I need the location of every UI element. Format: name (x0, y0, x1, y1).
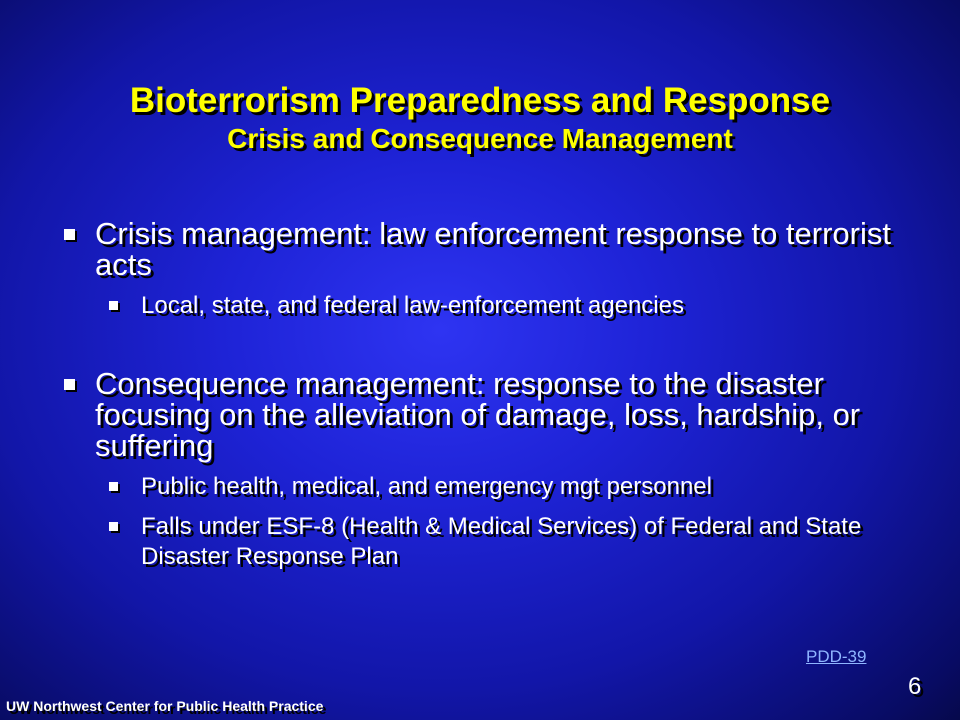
bullet-text: Crisis management: law enforcement response to terrorist acts (95, 216, 891, 282)
sub-bullet-list (95, 472, 900, 572)
bullet-item-consequence (60, 368, 900, 572)
sub-bullet-item (95, 512, 900, 572)
sub-bullet-item (95, 291, 900, 321)
sub-bullet-square-icon (109, 301, 118, 310)
sub-bullet-square-icon (109, 482, 118, 491)
sub-bullet-text: Falls under ESF-8 (Health & Medical Services) of Federal and State Disaster Response Plan (141, 513, 862, 570)
sub-bullet-item (95, 472, 900, 502)
bullet-square-icon (64, 229, 75, 240)
bullet-text: Consequence management: response to the disaster focusing on the alleviation of damage, loss, hardship, or suffering (95, 366, 861, 463)
slide-title: Bioterrorism Preparedness and Response (129, 81, 831, 120)
sub-bullet-text: Public health, medical, and emergency mgt personnel (141, 473, 712, 500)
slide-title-block (0, 80, 960, 156)
bullet-square-icon (64, 379, 75, 390)
slide-subtitle: Crisis and Consequence Management (227, 123, 733, 154)
bullet-item-crisis (60, 218, 900, 321)
sub-bullet-list (95, 291, 900, 321)
sub-bullet-square-icon (109, 522, 118, 531)
page-number: 6 (908, 673, 922, 700)
bullet-list (60, 218, 900, 572)
sub-bullet-text: Local, state, and federal law-enforcement agencies (141, 292, 684, 319)
footer-organization: UW Northwest Center for Public Health Practice (6, 698, 324, 714)
reference-link-pdd39[interactable]: PDD-39 (806, 647, 867, 666)
